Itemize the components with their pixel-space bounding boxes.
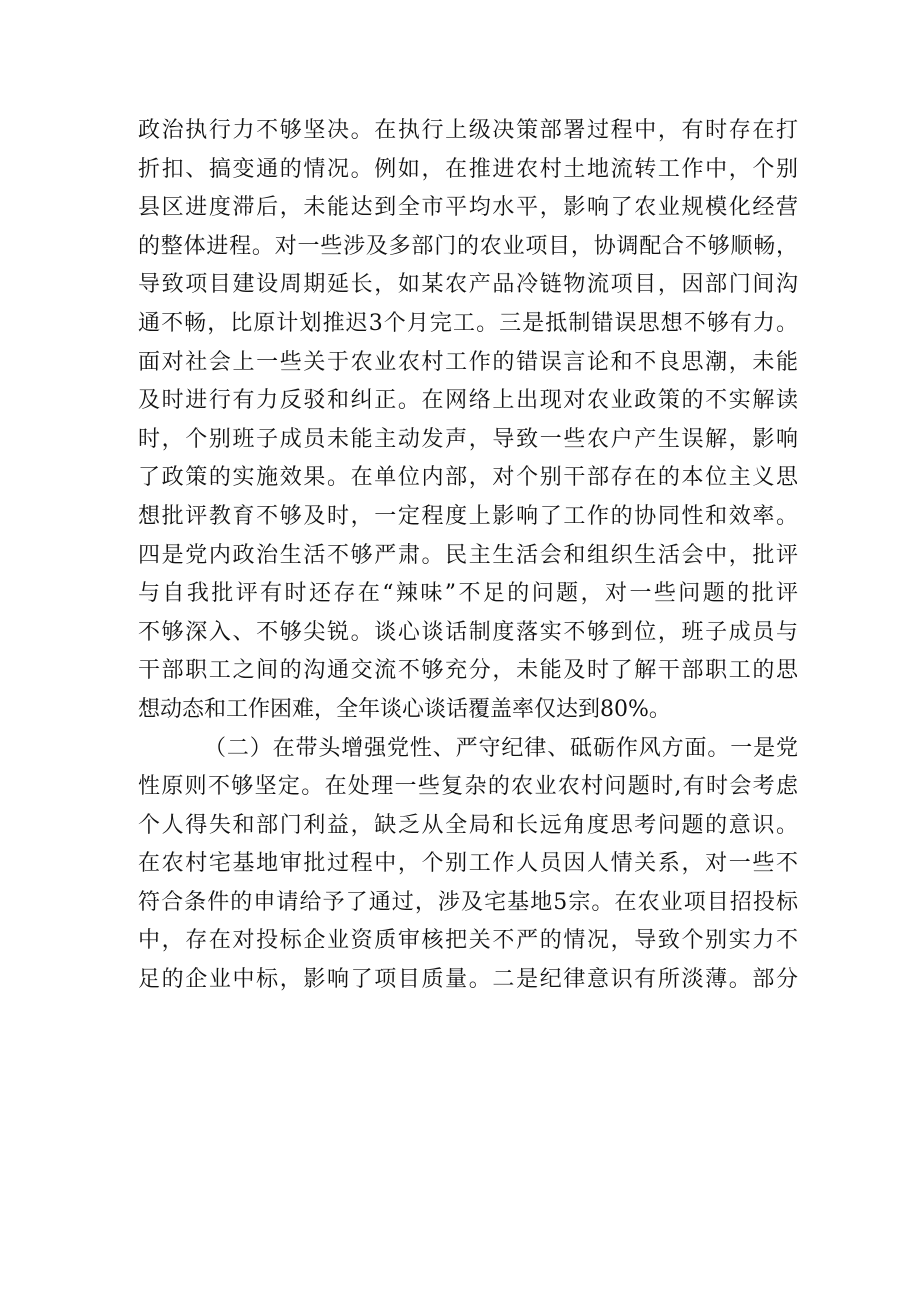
paragraph-line: 时，个别班子成员未能主动发声，导致一些农户产生误解，影响 (138, 426, 798, 452)
paragraph-line: 及时进行有力反驳和纠正。在网络上出现对农业政策的不实解读 (138, 388, 798, 414)
paragraph-line: 干部职工之间的沟通交流不够充分，未能及时了解干部职工的思 (138, 658, 798, 684)
paragraph-line: 中，存在对投标企业资质审核把关不严的情况，导致个别实力不 (138, 928, 798, 954)
paragraph-line: 个人得失和部门利益，缺乏从全局和长远角度思考问题的意识。 (138, 812, 798, 838)
paragraph-line: 在农村宅基地审批过程中，个别工作人员因人情关系，对一些不 (138, 851, 798, 877)
paragraph-line: 不够深入、不够尖锐。谈心谈话制度落实不够到位，班子成员与 (138, 619, 798, 645)
paragraph-line: 导致项目建设周期延长，如某农产品冷链物流项目，因部门间沟 (138, 272, 798, 298)
paragraph-line: 符合条件的申请给予了通过，涉及宅基地5宗。在农业项目招投标 (138, 889, 798, 915)
paragraph-line: 面对社会上一些关于农业农村工作的错误言论和不良思潮，未能 (138, 349, 798, 375)
paragraph-line: 想动态和工作困难，全年谈心谈话覆盖率仅达到80%。 (138, 696, 671, 722)
paragraph-line: 性原则不够坚定。在处理一些复杂的农业农村问题时,有时会考虑 (138, 774, 798, 800)
paragraph-line: 四是党内政治生活不够严肃。民主生活会和组织生活会中，批评 (138, 542, 798, 568)
paragraph-1 (138, 112, 798, 730)
paragraph-line: 了政策的实施效果。在单位内部，对个别干部存在的本位主义思 (138, 465, 798, 491)
paragraph-line: 政治执行力不够坚决。在执行上级决策部署过程中，有时存在打 (138, 118, 798, 143)
paragraph-line: 的整体进程。对一些涉及多部门的农业项目，协调配合不够顺畅， (138, 233, 798, 259)
paragraph-line: 通不畅，比原计划推迟3个月完工。三是抵制错误思想不够有力。 (138, 310, 798, 336)
paragraph-line: 足的企业中标，影响了项目质量。二是纪律意识有所淡薄。部分 (138, 967, 798, 993)
paragraph-line: 想批评教育不够及时，一定程度上影响了工作的协同性和效率。 (138, 503, 798, 529)
paragraph-line: 折扣、搞变通的情况。例如，在推进农村土地流转工作中，个别 (138, 156, 798, 182)
paragraph-line: （二）在带头增强党性、严守纪律、砥砺作风方面。一是党 (204, 735, 798, 761)
paragraph-2 (138, 730, 798, 1000)
paragraph-line: 与自我批评有时还存在“辣味”不足的问题，对一些问题的批评 (138, 581, 798, 607)
document-body (138, 112, 798, 1000)
paragraph-line: 县区进度滞后，未能达到全市平均水平，影响了农业规模化经营 (138, 195, 798, 221)
